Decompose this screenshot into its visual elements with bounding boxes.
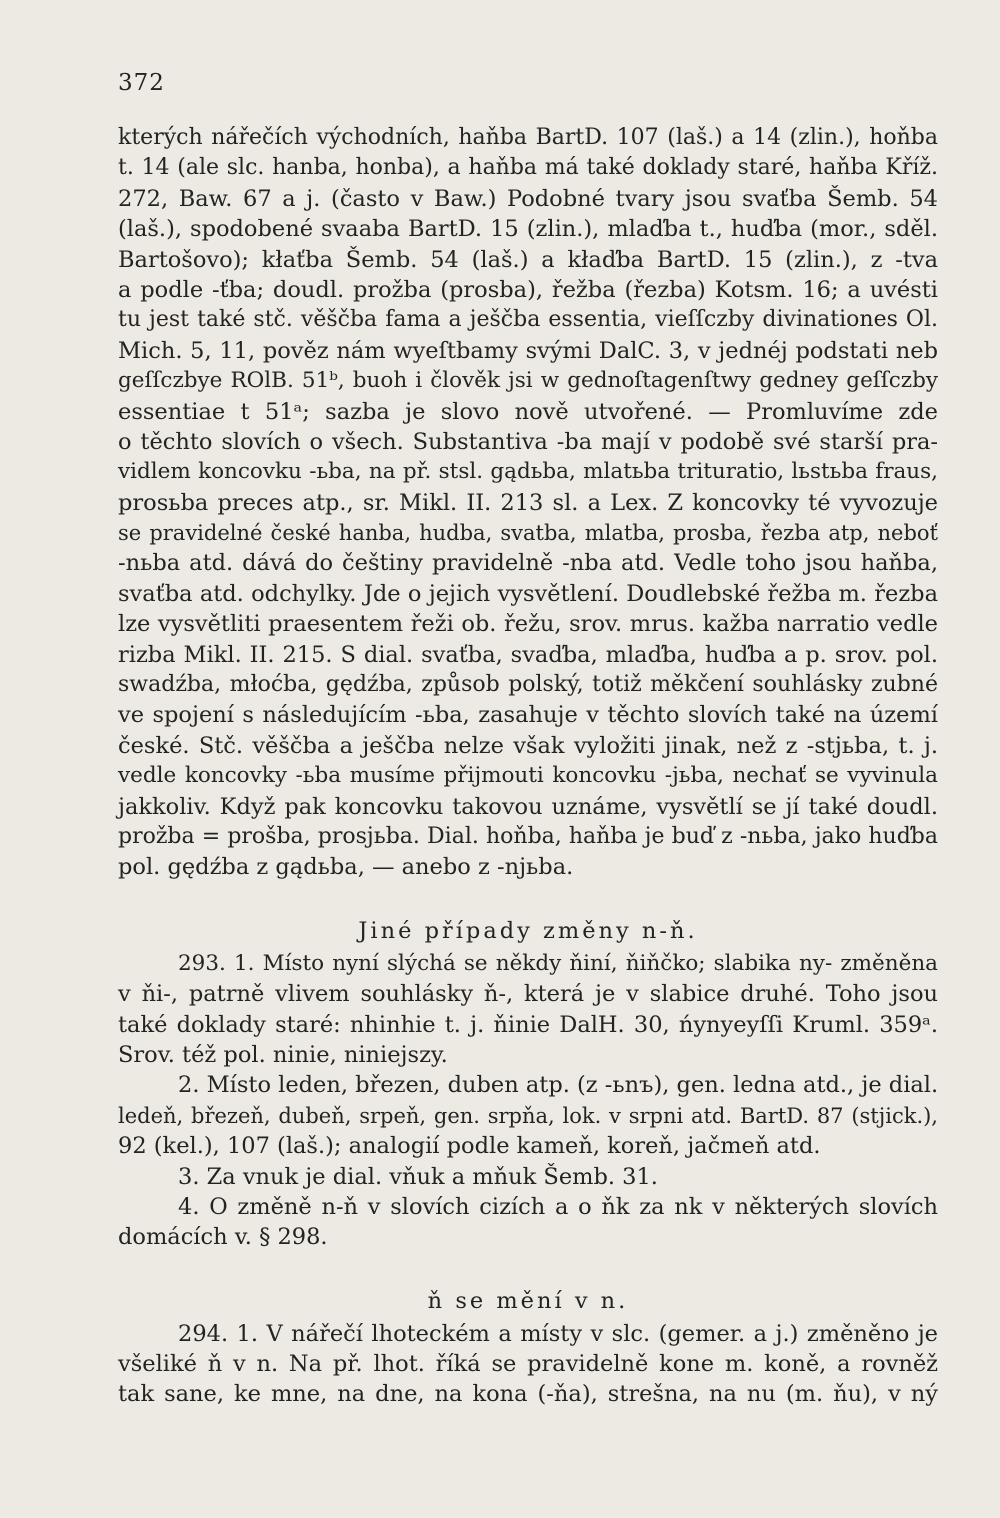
text-line: všeliké ň v n. Na př. lhot. říká se pravidelně kone m. koně, a rovněž bbox=[118, 1351, 938, 1378]
text-block bbox=[118, 123, 938, 1410]
section-heading: ň se mění v n. bbox=[427, 1287, 629, 1314]
text-line: 272, Baw. 67 a j. (často v Baw.) Podobné tvary jsou svaťba Šemb. 54 bbox=[118, 185, 938, 212]
text-line: se pravidelné české hanba, hudba, svatba, mlatba, prosba, řezba atp, neboť bbox=[118, 521, 938, 546]
text-line: české. Stč. věščba a ješčba nelze však vyložiti jinak, než z -stjьba, t. j. bbox=[118, 732, 938, 759]
text-line: 3. Za vnuk je dial. vňuk a mňuk Šemb. 31. bbox=[178, 1163, 658, 1190]
text-line: prosьba preces atp., sr. Mikl. II. 213 sl. a Lex. Z koncovky té vyvozuje bbox=[118, 489, 938, 516]
text-line: Srov. též pol. ninie, niniejszy. bbox=[118, 1041, 448, 1068]
text-line: vidlem koncovku -ьba, na př. stsl. gądьba, mlatьba trituratio, lьstьba fraus, bbox=[118, 459, 938, 485]
text-line: také doklady staré: nhinhie t. j. ňinie DalH. 30, ńynyeyſſi Kruml. 359ᵃ. bbox=[118, 1011, 938, 1038]
text-line: geſſczbye ROlB. 51ᵇ, buoh i člověk jsi w gednoſtagenſtwy gedney geſſczby bbox=[118, 368, 938, 394]
text-line: ve spojení s následujícím -ьba, zasahuje v těchto slovích také na území bbox=[118, 702, 938, 729]
text-line: Mich. 5, 11, pověz nám wyeſtbamy svými DalC. 3, v jednéj podstati neb bbox=[118, 337, 938, 364]
text-line: 293. 1. Místo nyní slýchá se někdy ňiní, ňiňčko; slabika ny- změněna bbox=[178, 950, 938, 976]
text-line: (laš.), spodobené svaaba BartD. 15 (zlin.), mlaďba t., huďba (mor., sděl. bbox=[118, 216, 938, 243]
text-line: tak sane, ke mne, na dne, na kona (-ňa), strešna, na nu (m. ňu), v ný bbox=[118, 1381, 938, 1408]
text-line: swadźba, młoćba, gędźba, způsob polský, totiž měkčení souhlásky zubné bbox=[118, 672, 938, 698]
text-line: o těchto slovích o všech. Substantiva -ba mají v podobě své starší pra- bbox=[118, 428, 938, 455]
text-line: 2. Místo leden, březen, duben atp. (z -ьnъ), gen. ledna atd., je dial. bbox=[178, 1072, 939, 1099]
text-line: pol. gędźba z gądьba, — anebo z -njьba. bbox=[118, 854, 574, 881]
text-line: ledeň, březeň, dubeň, srpeň, gen. srpňa, lok. v srpni atd. BartD. 87 (stjick.), bbox=[118, 1103, 938, 1128]
text-line: 4. O změně n-ň v slovích cizích a o ňk za nk v některých slovích bbox=[178, 1193, 938, 1220]
page-number: 372 bbox=[118, 70, 165, 96]
text-line: tu jest také stč. věščba fama a ješčba essentia, vieſſczby divinationes Ol. bbox=[118, 307, 938, 333]
text-line: a podle -ťba; doudl. prožba (prosba), řežba (řezba) Kotsm. 16; a uvésti bbox=[118, 276, 938, 303]
text-line: lze vysvětliti praesentem řeži ob. řežu, srov. mrus. kažba narratio vedle bbox=[118, 611, 938, 638]
text-line: t. 14 (ale slc. hanba, honba), a haňba má také doklady staré, haňba Kříž. bbox=[118, 155, 938, 181]
text-line: 92 (kel.), 107 (laš.); analogií podle kameň, koreň, jačmeň atd. bbox=[118, 1133, 821, 1160]
text-line: jakkoliv. Když pak koncovku takovou uznáme, vysvětlí se jí také doudl. bbox=[118, 793, 938, 820]
text-line: prožba = prošba, prosjьba. Dial. hoňba, haňba je buď z -nьba, jako huďba bbox=[118, 823, 938, 849]
text-line: essentiae t 51ᵃ; sazba je slovo nově utvořené. — Promluvíme zde bbox=[118, 398, 938, 425]
text-line: Bartošovo); kłaťba Šemb. 54 (laš.) a kłaďba BartD. 15 (zlin.), z -tva bbox=[118, 246, 938, 273]
text-line: svaťba atd. odchylky. Jde o jejich vysvětlení. Doudlebské řežba m. řezba bbox=[118, 580, 938, 607]
text-line: domácích v. § 298. bbox=[118, 1224, 328, 1251]
text-line: 294. 1. V nářečí lhoteckém a místy v slc. (gemer. a j.) změněno je bbox=[178, 1320, 938, 1347]
text-line: -nьba atd. dává do češtiny pravidelně -nba atd. Vedle toho jsou haňba, bbox=[118, 550, 938, 577]
text-line: vedle koncovky -ьba musíme přijmouti koncovku -jьba, nechať se vyvinula bbox=[118, 763, 938, 789]
section-heading: Jiné případy změny n-ň. bbox=[358, 917, 698, 944]
text-line: rizba Mikl. II. 215. S dial. svaťba, svaďba, mlaďba, huďba a p. srov. pol. bbox=[118, 641, 938, 668]
text-line: kterých nářečích východních, haňba BartD. 107 (laš.) a 14 (zlin.), hoňba bbox=[118, 125, 938, 150]
text-line: v ňi-, patrně vlivem souhlásky ň-, která je v slabice druhé. Toho jsou bbox=[118, 981, 938, 1008]
